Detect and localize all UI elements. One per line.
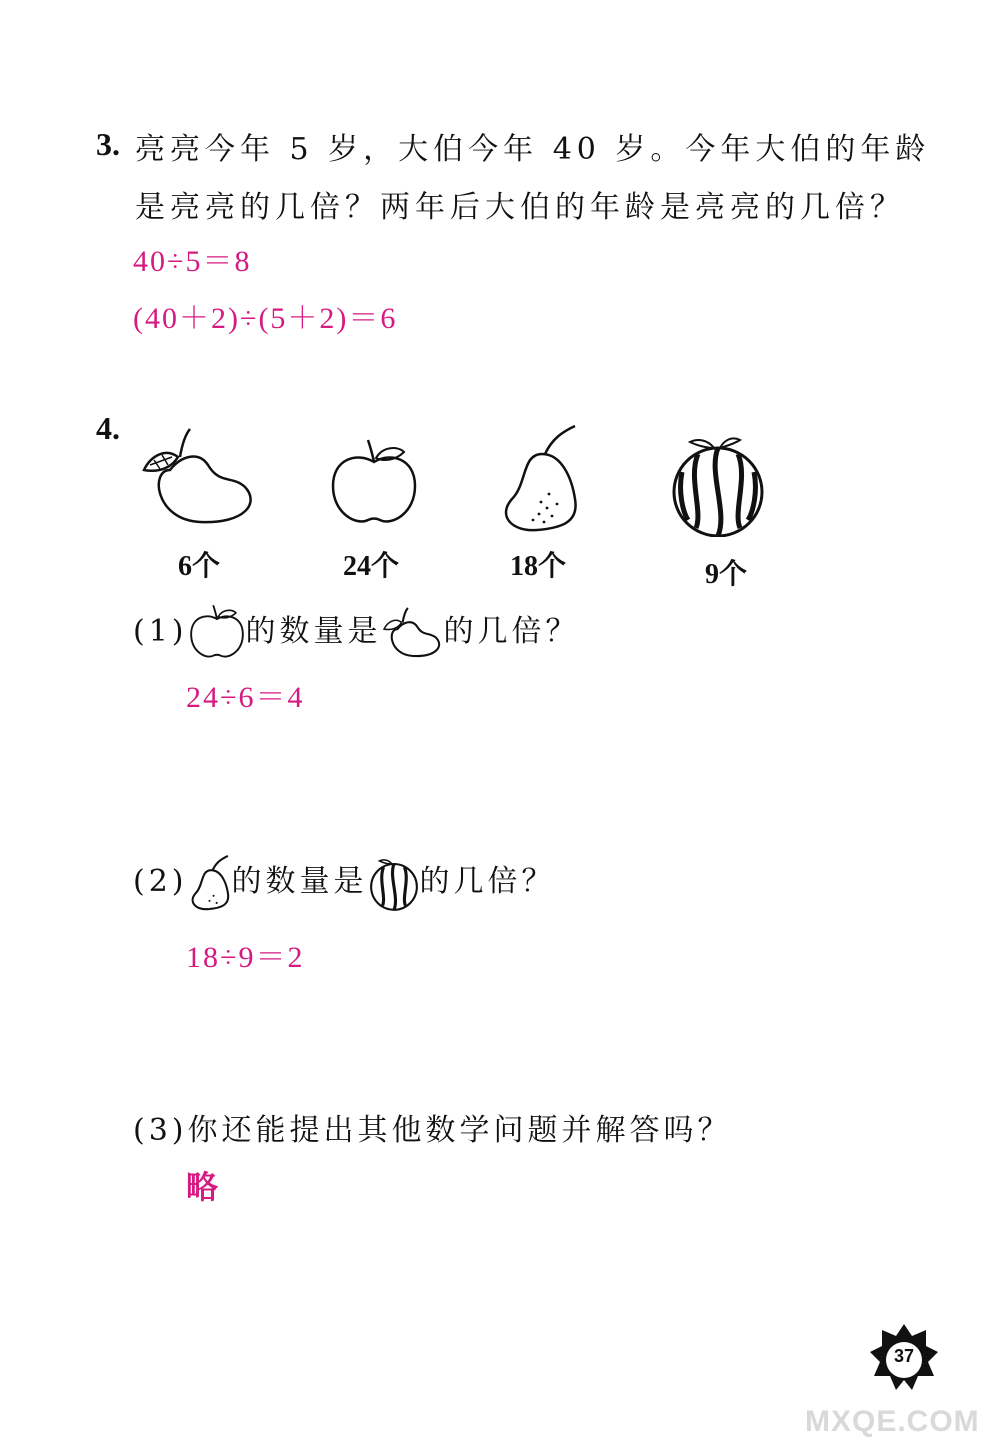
question-3-answer-2: (40＋2)÷(5＋2)＝6 <box>133 302 398 335</box>
sub-question-1-label: (1) <box>133 614 188 649</box>
apple-icon <box>328 438 420 530</box>
mango-icon <box>140 425 260 530</box>
watermelon-icon <box>368 854 420 912</box>
question-3-line-2: 是亮亮的几倍？两年后大伯的年龄是亮亮的几倍？ <box>135 190 905 225</box>
watermark: MXQE.COM <box>805 1405 980 1438</box>
question-3-answer-1: 40÷5＝8 <box>133 245 252 278</box>
question-3-number: 3. <box>96 126 120 162</box>
apple-count: 24个 <box>343 551 400 582</box>
sub-question-3-text: 你还能提出其他数学问题并解答吗？ <box>187 1113 732 1148</box>
sub-question-2-mid: 的数量是 <box>231 864 368 899</box>
page-number: 37 <box>893 1346 915 1366</box>
pear-count: 18个 <box>510 551 567 582</box>
sub-question-2-label: (2) <box>133 864 188 899</box>
sub-question-1-answer: 24÷6＝4 <box>186 681 305 714</box>
sub-question-3-answer: 略 <box>186 1168 219 1206</box>
pear-icon <box>497 424 583 534</box>
sub-question-2-answer: 18÷9＝2 <box>186 941 305 974</box>
mango-icon <box>382 605 444 661</box>
watermelon-count: 9个 <box>705 559 748 590</box>
apple-icon <box>188 604 246 662</box>
watermelon-icon <box>668 432 768 537</box>
sub-question-1-mid: 的数量是 <box>245 614 382 649</box>
sub-question-2-end: 的几倍？ <box>419 864 556 899</box>
sub-question-2 <box>133 852 556 914</box>
pear-icon <box>188 852 232 914</box>
sub-question-1 <box>133 604 580 662</box>
sub-question-3-label: (3) <box>133 1113 188 1148</box>
question-4-number: 4. <box>96 410 120 446</box>
sub-question-1-end: 的几倍？ <box>443 614 580 649</box>
question-3-line-1: 亮亮今年 5 岁，大伯今年 40 岁。今年大伯的年龄 <box>135 132 931 167</box>
mango-count: 6个 <box>178 551 221 582</box>
sub-question-3 <box>133 1105 732 1149</box>
